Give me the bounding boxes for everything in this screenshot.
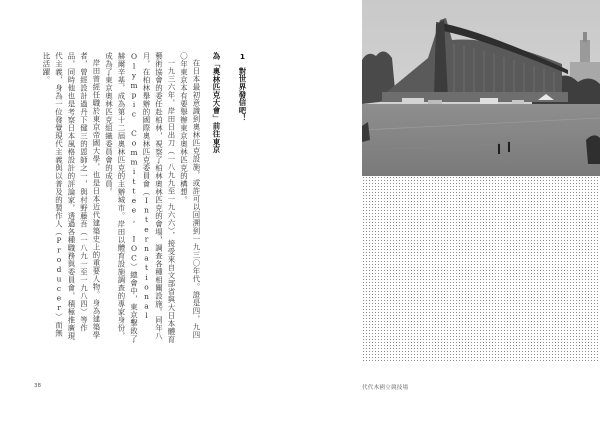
paragraph: 岸田曾經任職於東京帝國大學，也是日本近代建築史上的重要人物。身為建築學者，曾經設計過丹下健三的恩師之一，與村野藤吾（一八九一至一九八四）等作品，同時他也是考察日本風格設計的評論家，透過各種職務與委員會，積極推廣現代主義，身為一位發覺現代主義與以普及的製作人（Producer）而無比活躍。 <box>42 52 101 340</box>
subheading: 為「奧林匹克大會」前往東京 <box>212 52 221 154</box>
stadium-photo-icon <box>362 0 600 176</box>
body-text <box>34 52 202 344</box>
section-heading <box>238 52 246 122</box>
section-number: 1 <box>238 52 247 62</box>
section-heading-text: 對世界發信吧！ <box>238 67 247 123</box>
page-number: 38 <box>34 383 41 389</box>
paragraph: 在日本最初意識到奧林匹克設施，或許可以回溯到一九三〇年代。證是四，九四〇年東京本有要舉辦東京奧林匹克的構想。 <box>179 52 201 340</box>
paragraph: 一九三六年，岸田日出刀（一八九九至一九六六），接受來自文部省與大日本體育藝術協會的委任赴柏林，視察了柏林奧林匹克的會場，調查各種相關設施。同年八月，在柏林舉辦的國際奧林匹克委員會（International Olympic Committee, IOC）總會中，東京擊敗了赫爾辛基，成為第十二屆奧林匹克的主辦城市。岸田以體育設施調查的專家身份，成為了東京奧林匹克組織委員會的成員。 <box>104 52 176 344</box>
halftone-dot-pattern-icon <box>362 176 600 362</box>
running-header: 代代木國立競技場 <box>362 385 409 391</box>
